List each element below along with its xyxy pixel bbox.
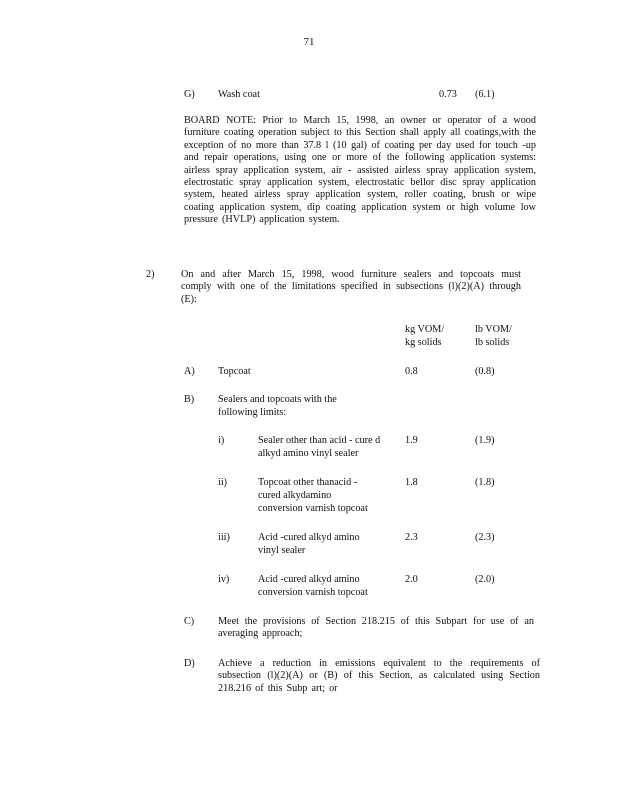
sub-item-lb-value: (1.8): [475, 477, 495, 488]
kg-header-line1: kg VOM/: [405, 324, 445, 335]
sub-item-line1: Topcoat other thanacid -: [258, 477, 358, 488]
sub-item-line1: Sealer other than acid - cure d: [258, 435, 381, 446]
page-number: 71: [303, 36, 315, 48]
item-b-line1: Sealers and topcoats with the: [218, 394, 337, 405]
sub-item-label: iv): [218, 574, 230, 585]
item-a-kg-value: 0.8: [405, 366, 418, 377]
sub-item-line1: Acid -cured alkyd amino: [258, 574, 360, 585]
kg-header-line2: kg solids: [405, 337, 442, 348]
item-c-label: C): [184, 616, 195, 627]
item-g-lb-value: (6.1): [475, 89, 495, 100]
sub-item-line2: cured alkydamino: [258, 490, 332, 501]
sub-item-kg-value: 1.8: [405, 477, 418, 488]
item-b-label: B): [184, 394, 195, 405]
sub-item-lb-value: (1.9): [475, 435, 495, 446]
section-2-text: On and after March 15, 1998, wood furniture sealers and topcoats must comply with one of the limitations specified in subsections (l)(2)(A) through (E):: [181, 269, 521, 305]
item-b-line2: following limits:: [218, 407, 287, 418]
board-note: BOARD NOTE: Prior to March 15, 1998, an owner or operator of a wood furniture coating operation subject to this Section shall apply all coatings,with the exception of no more than 37.8 l (10 gal) of coating per day used for touch -up and repair operations, using one or more of the following application systems: airless spray application system, air - assisted airless spray application system, electrostatic spray application system, electrostatic bellor disc spray application system, heated airless spray application system, roller coating, brush or wipe coating application system, dip coating application system or high volume low pressure (HVLP) application system.: [184, 115, 536, 226]
sub-item-kg-value: 1.9: [405, 435, 418, 446]
item-a-text: Topcoat: [218, 366, 251, 377]
item-d-label: D): [184, 658, 195, 669]
sub-item-line1: Acid -cured alkyd amino: [258, 532, 360, 543]
item-a-lb-value: (0.8): [475, 366, 495, 377]
lb-header-line2: lb solids: [475, 337, 510, 348]
sub-item-lb-value: (2.0): [475, 574, 495, 585]
item-d-text: Achieve a reduction in emissions equivalent to the requirements of subsection (l)(2)(A) or (B) of this Section, as calculated using Section 218.216 of this Subp art; or: [218, 658, 540, 694]
sub-item-line2: alkyd amino vinyl sealer: [258, 448, 359, 459]
sub-item-kg-value: 2.0: [405, 574, 418, 585]
sub-item-label: iii): [218, 532, 230, 543]
sub-item-line2: vinyl sealer: [258, 545, 306, 556]
sub-item-line3: conversion varnish topcoat: [258, 503, 368, 514]
item-g-kg-value: 0.73: [439, 89, 457, 100]
lb-header-line1: lb VOM/: [475, 324, 512, 335]
item-g-text: Wash coat: [218, 89, 260, 100]
item-g-label: G): [184, 89, 195, 100]
sub-item-line2: conversion varnish topcoat: [258, 587, 368, 598]
item-c-text: Meet the provisions of Section 218.215 of this Subpart for use of an averaging approach;: [218, 616, 534, 640]
sub-item-label: ii): [218, 477, 228, 488]
item-a-label: A): [184, 366, 195, 377]
sub-item-label: i): [218, 435, 225, 446]
sub-item-kg-value: 2.3: [405, 532, 418, 543]
section-2-label: 2): [146, 269, 155, 280]
sub-item-lb-value: (2.3): [475, 532, 495, 543]
